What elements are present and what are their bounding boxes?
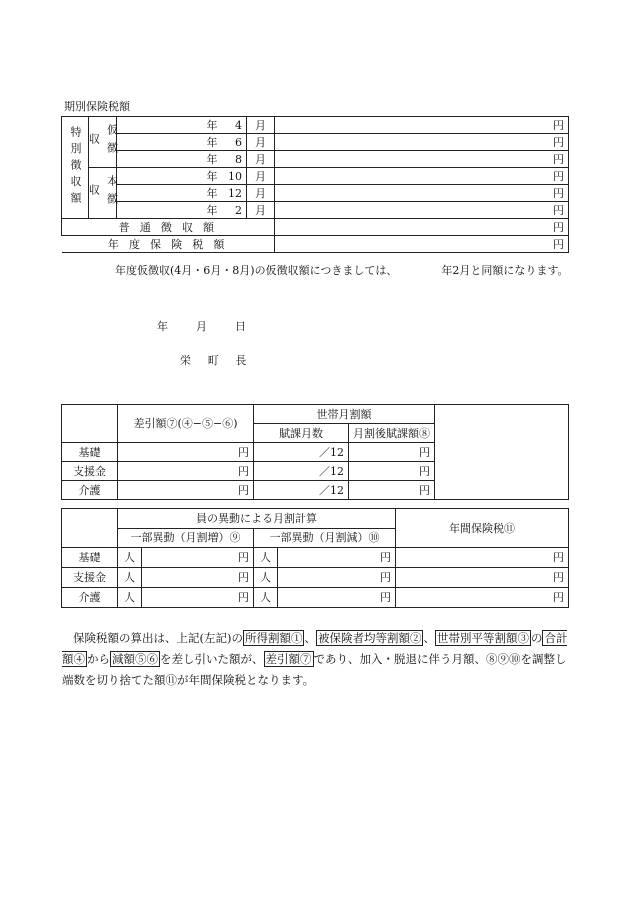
ordinary-collection-label: 普 通 徴 収 額: [62, 219, 275, 236]
month-value: 2: [235, 203, 242, 217]
row-label: 支援金: [62, 568, 118, 588]
decrease-cell: 円: [278, 548, 396, 568]
annual-cell: 円: [396, 548, 569, 568]
month-cell: [117, 134, 247, 151]
month-cell: [117, 117, 247, 134]
table-row: [62, 117, 569, 134]
explanation-text: 、: [423, 631, 435, 645]
provisional-note: [115, 262, 568, 278]
month-word: 月: [247, 134, 275, 151]
months-cell: ／12: [254, 462, 349, 481]
year-word: 年: [206, 186, 218, 200]
increase-header: 一部異動（月割増）⑨: [118, 528, 254, 548]
month-value: 6: [235, 135, 242, 149]
person-cell: 人: [118, 588, 142, 608]
main-collection-label: 本徴収: [89, 168, 117, 219]
annual-header: 年間保険税⑪: [396, 509, 569, 548]
explanation-text: であり、加入・脱退に伴う月額、⑧⑨⑩を調整し端数を切り捨てた額⑪が年間保険税となります。: [62, 652, 567, 687]
blank-cell: [62, 405, 118, 443]
months-cell: ／12: [254, 481, 349, 500]
month-cell: [117, 151, 247, 168]
schedule-heading: 期別保険税額: [64, 100, 130, 113]
amount-cell: 円: [275, 151, 569, 168]
year-word: 年: [206, 135, 218, 149]
table-row: [62, 405, 569, 424]
monthly-header: 月割後賦課額⑧: [349, 424, 435, 443]
table-row: [62, 202, 569, 219]
period-tax-table: [61, 116, 569, 253]
month-value: 10: [228, 169, 242, 183]
annual-cell: 円: [396, 568, 569, 588]
date-line: [157, 318, 246, 334]
table-row: [62, 151, 569, 168]
explanation-text: を差し引いた額が、: [160, 652, 264, 666]
household-levy-term: 世帯別平等割額③: [436, 631, 529, 645]
provisional-label: 仮徴収: [89, 117, 117, 168]
reduction-term: 減額⑤⑥: [112, 652, 158, 666]
monthly-cell: 円: [349, 443, 435, 462]
explanation-paragraph: [62, 628, 568, 691]
explanation-text: の: [530, 631, 543, 645]
annual-cell: 円: [396, 588, 569, 608]
table-row: [62, 168, 569, 185]
member-change-table: [61, 508, 569, 608]
row-label: 介護: [62, 481, 118, 500]
decrease-cell: 円: [278, 568, 396, 588]
decrease-cell: 円: [278, 588, 396, 608]
months-cell: ／12: [254, 443, 349, 462]
month-word: 月: [247, 117, 275, 134]
month-word: 月: [247, 202, 275, 219]
month-cell: [117, 185, 247, 202]
diff-header: 差引額⑦(④−⑤−⑥): [118, 405, 254, 443]
month-word: 月: [247, 168, 275, 185]
difference-term: 差引額⑦: [265, 652, 312, 666]
issuer: 栄 町 長: [180, 354, 253, 367]
month-value: 4: [235, 118, 242, 132]
year-word: 年: [206, 152, 218, 166]
decrease-header: 一部異動（月割減）⑩: [254, 528, 396, 548]
increase-cell: 円: [142, 548, 254, 568]
table-row: [62, 236, 569, 253]
date-day: 日: [235, 320, 246, 333]
total-term: 合計額④: [62, 631, 568, 666]
months-header: 賦課月数: [254, 424, 349, 443]
row-label: 基礎: [62, 443, 118, 462]
person-cell: 人: [118, 548, 142, 568]
special-collection-label: 特別徴収額: [62, 117, 89, 219]
diff-cell: 円: [118, 462, 254, 481]
year-word: 年: [206, 203, 218, 217]
month-cell: [117, 168, 247, 185]
date-month: 月: [196, 320, 207, 333]
row-label: 基礎: [62, 548, 118, 568]
row-label: 支援金: [62, 462, 118, 481]
person-cell: 人: [254, 568, 278, 588]
row-label: 介護: [62, 588, 118, 608]
month-value: 12: [228, 186, 242, 200]
table-row: [62, 548, 569, 568]
year-word: 年: [206, 118, 218, 132]
diff-cell: 円: [118, 481, 254, 500]
change-header: 員の異動による月割計算: [118, 509, 396, 529]
month-cell: [117, 202, 247, 219]
date-year: 年: [157, 320, 168, 333]
person-cell: 人: [118, 568, 142, 588]
table-row: [62, 134, 569, 151]
table-row: [62, 588, 569, 608]
amount-cell: 円: [275, 185, 569, 202]
amount-cell: 円: [275, 117, 569, 134]
increase-cell: 円: [142, 568, 254, 588]
amount-cell: 円: [275, 168, 569, 185]
amount-cell: 円: [275, 236, 569, 253]
month-value: 8: [235, 152, 242, 166]
table-row: [62, 185, 569, 202]
note-before: 年度仮徴収(4月・6月・8月)の仮徴収額につきましては、: [115, 264, 398, 277]
table-row: [62, 509, 569, 529]
diff-cell: 円: [118, 443, 254, 462]
calculation-table: [61, 404, 569, 500]
explanation-text: 保険税額の算出は、上記(左記)の: [73, 631, 243, 645]
person-cell: 人: [254, 588, 278, 608]
table-row: [62, 568, 569, 588]
monthly-cell: 円: [349, 462, 435, 481]
blank-cell: [435, 405, 569, 500]
amount-cell: 円: [275, 219, 569, 236]
year-word: 年: [206, 169, 218, 183]
income-levy-term: 所得割額①: [244, 631, 303, 645]
month-word: 月: [247, 151, 275, 168]
annual-tax-label: 年 度 保 険 税 額: [62, 236, 275, 253]
explanation-text: から: [87, 652, 110, 666]
note-after: 年2月と同額になります。: [441, 264, 569, 277]
person-cell: 人: [254, 548, 278, 568]
blank-cell: [62, 509, 118, 548]
table-row: [62, 219, 569, 236]
month-word: 月: [247, 185, 275, 202]
increase-cell: 円: [142, 588, 254, 608]
monthly-cell: 円: [349, 481, 435, 500]
explanation-text: 、: [304, 631, 316, 645]
per-capita-levy-term: 被保険者均等割額②: [317, 631, 422, 645]
amount-cell: 円: [275, 202, 569, 219]
household-header: 世帯月割額: [254, 405, 435, 424]
amount-cell: 円: [275, 134, 569, 151]
